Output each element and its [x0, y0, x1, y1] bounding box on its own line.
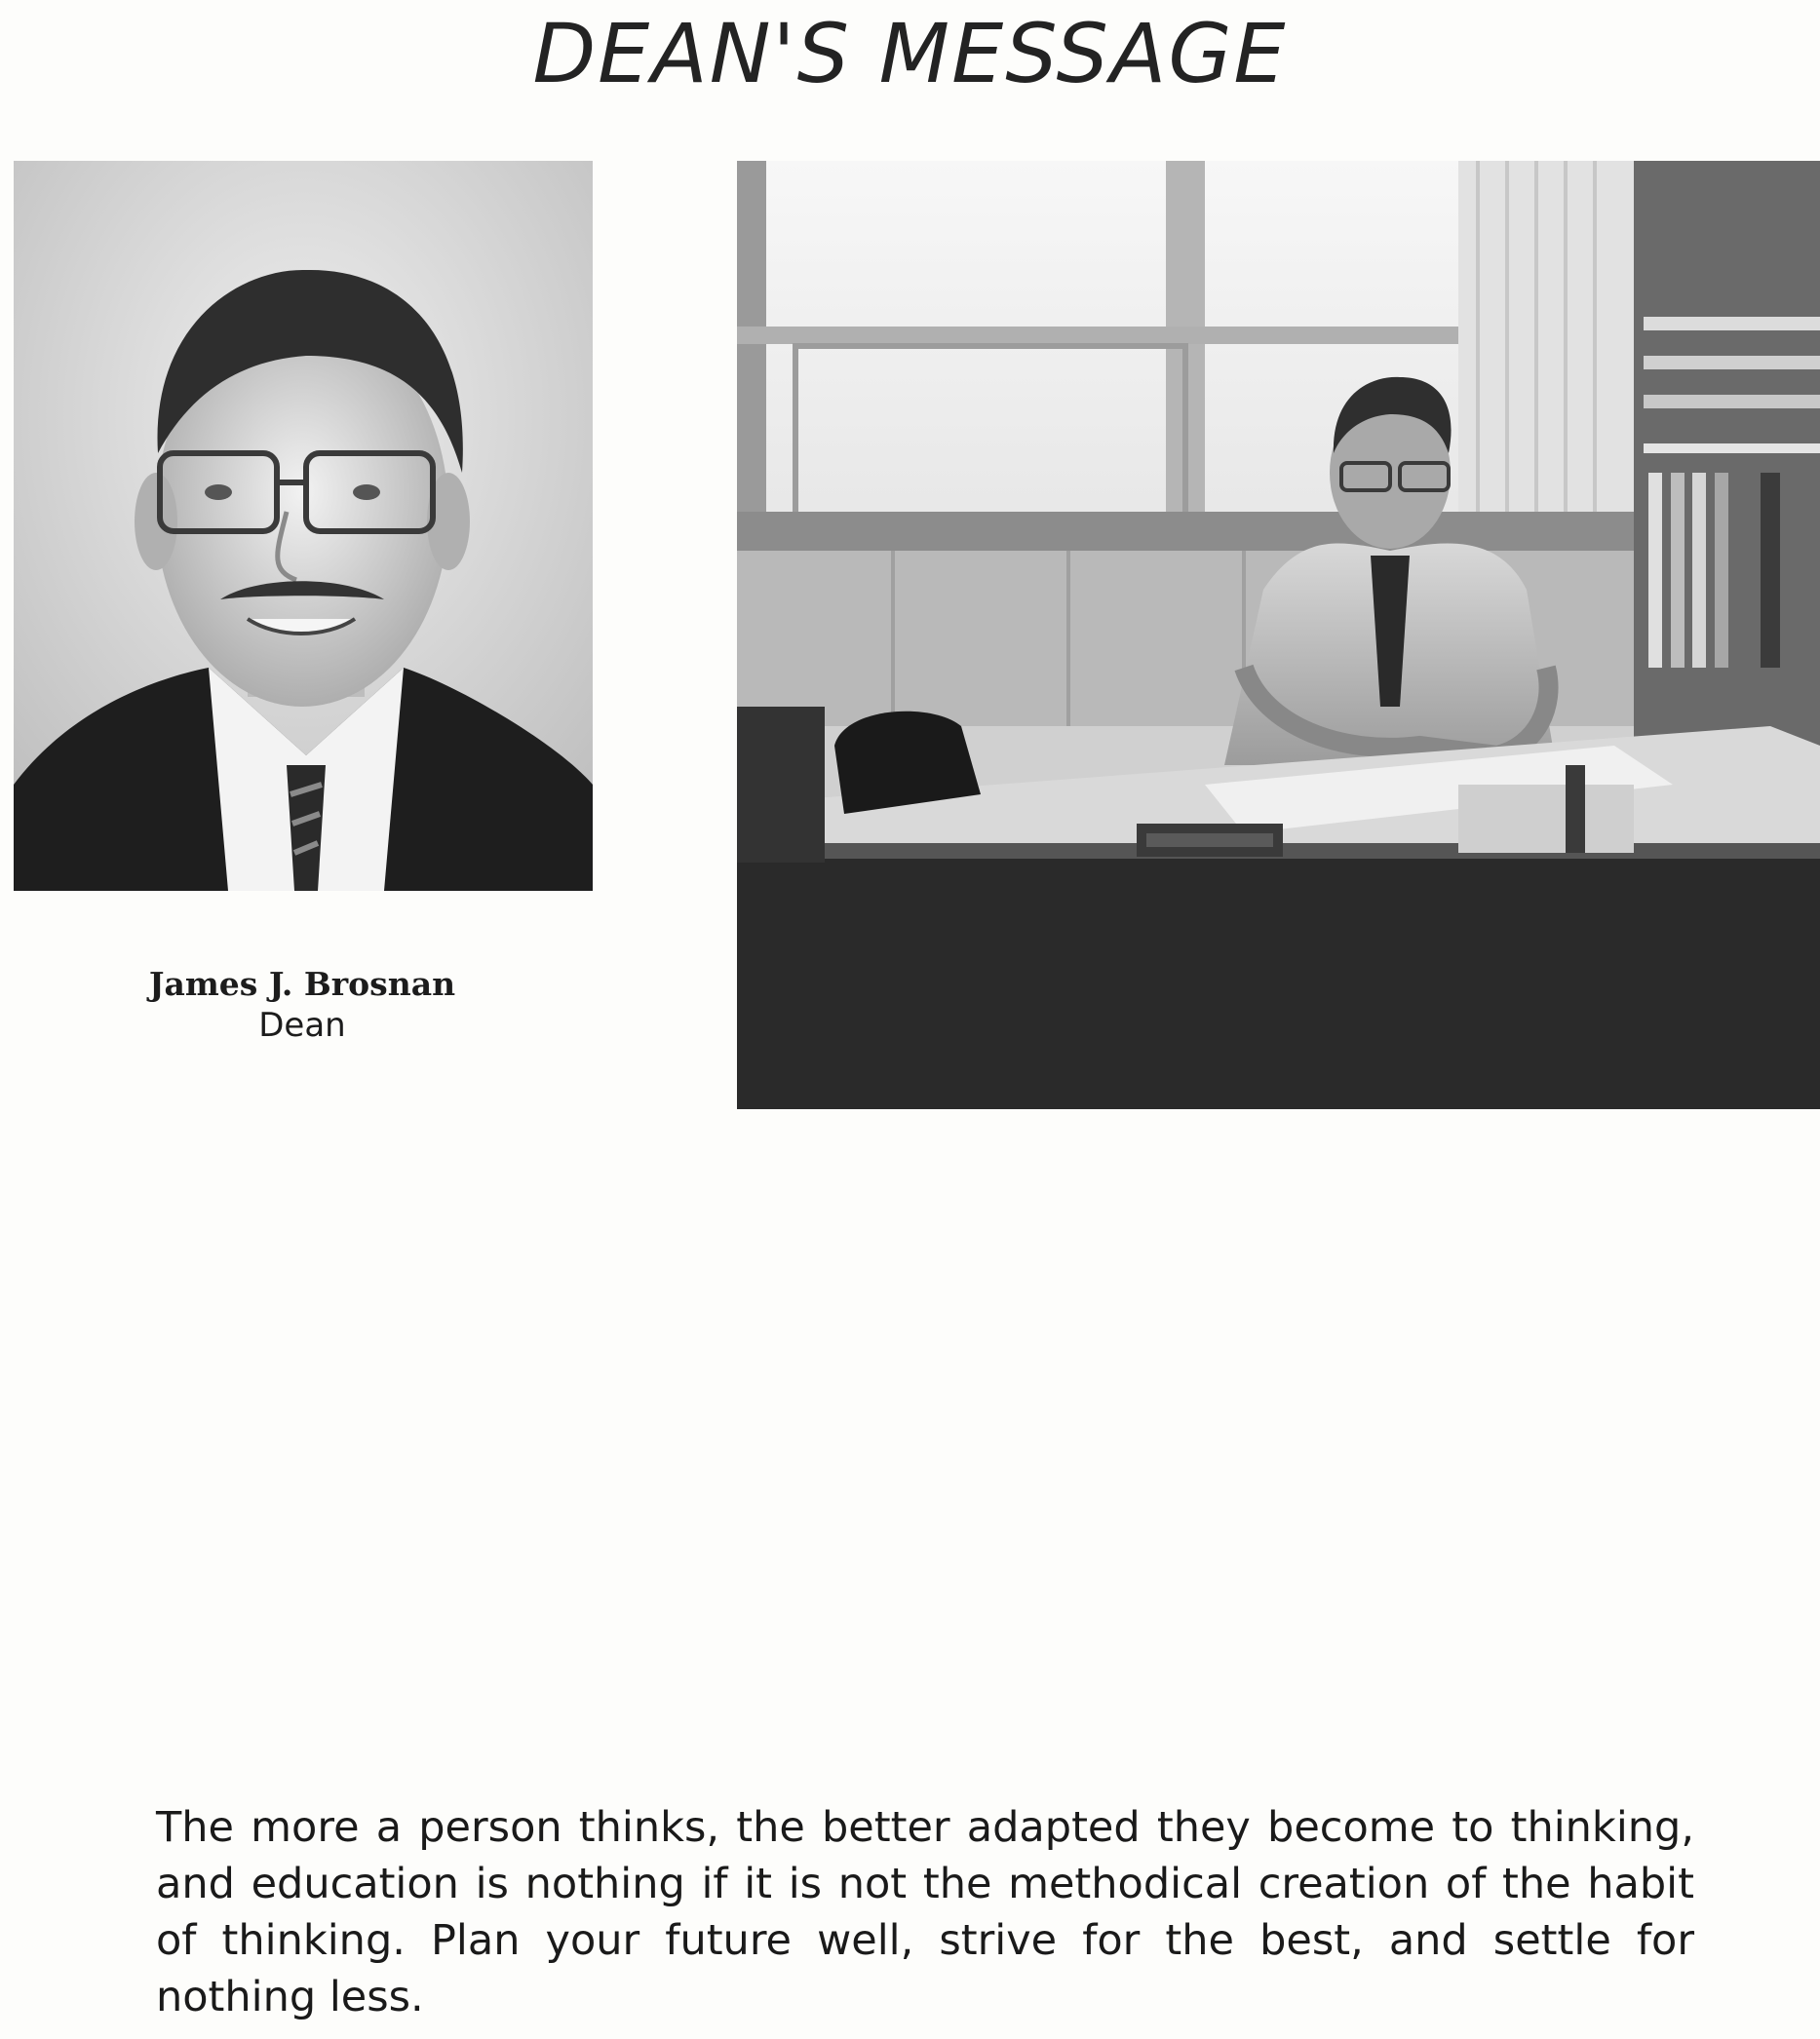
page-title: DEAN'S MESSAGE [532, 6, 1288, 101]
dean-office-photo [737, 161, 1820, 1109]
dean-portrait-photo [14, 161, 593, 891]
dean-message-text: The more a person thinks, the better adapted they become to thinking, and education is nothing if it is not the methodical creation of the habit of thinking. Plan your future well, strive for the best, and settle for nothing less. [156, 1803, 1694, 2021]
dean-name: James J. Brosnan [148, 965, 456, 1003]
dean-role: Dean [258, 1006, 346, 1045]
